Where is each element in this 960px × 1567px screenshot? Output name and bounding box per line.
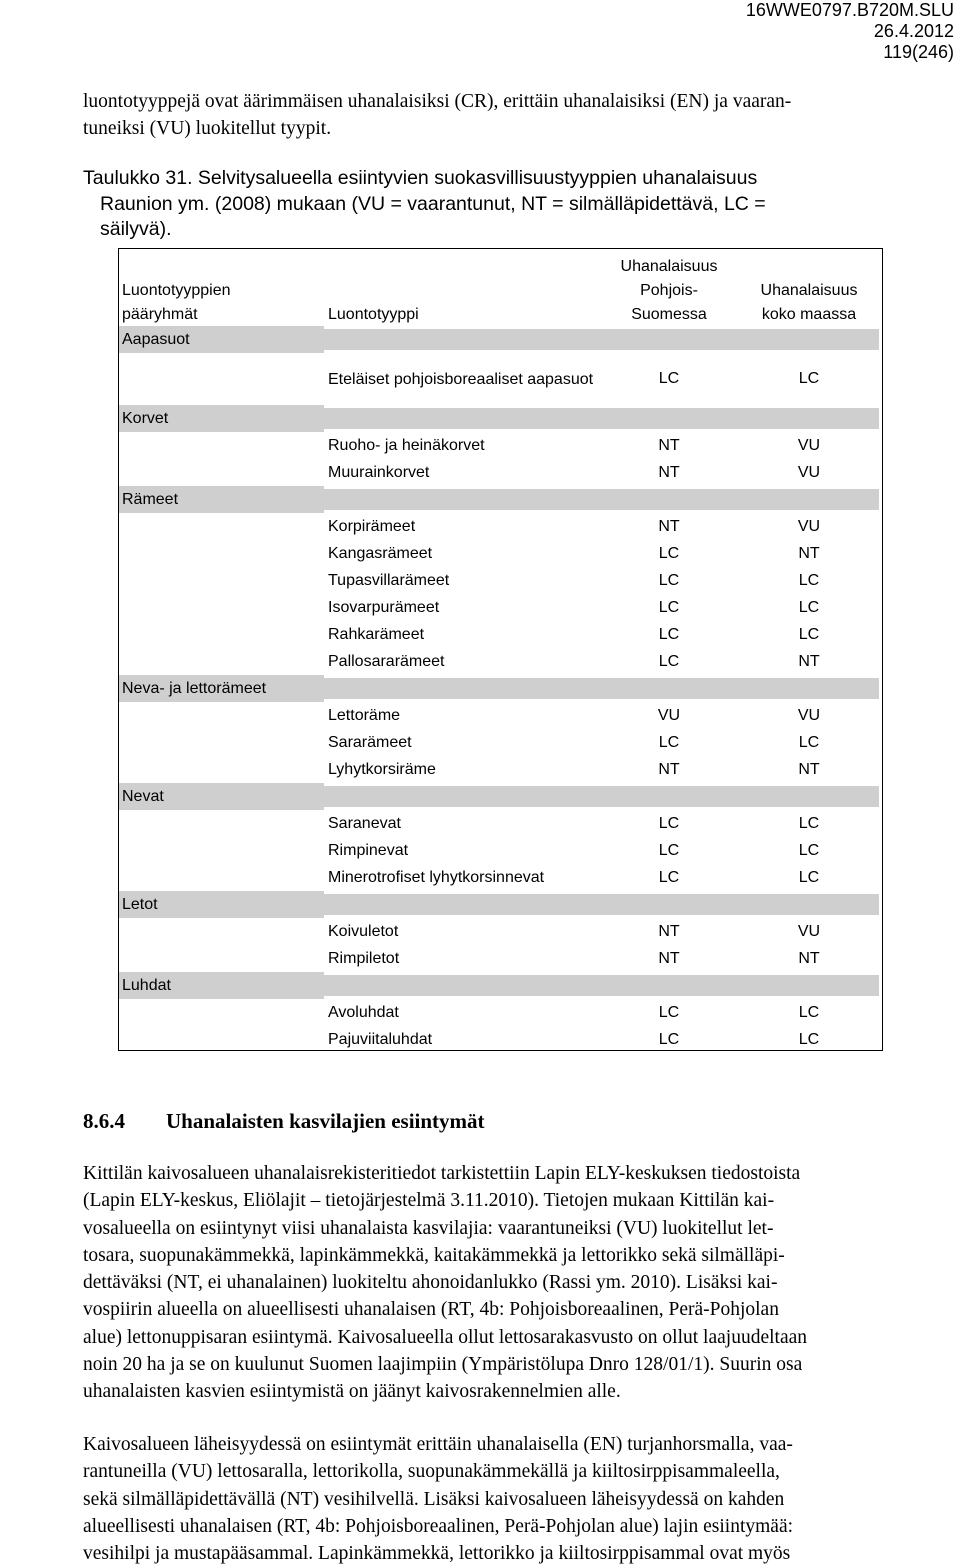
intro-paragraph [83,88,958,143]
habitat-type: Avoluhdat [328,1004,399,1021]
paragraph-line: alueellisesti uhanalaisen (RT, 4b: Pohjoisboreaalinen, Perä-Pohjolan alue) lajin esiintymää: [83,1515,794,1537]
threat-whole: VU [797,463,821,481]
habitat-type: Pallosararämeet [328,653,445,670]
habitat-type: Tupasvillarämeet [328,572,450,589]
threat-whole: LC [798,841,820,859]
paragraph-1 [83,1160,958,1406]
threat-whole: LC [798,1003,820,1021]
habitat-type: Rahkarämeet [328,626,425,643]
threat-north: NT [658,517,680,535]
paragraph-2 [83,1431,958,1567]
group-row [119,783,882,810]
threat-north: LC [658,814,680,832]
section-title: Uhanalaisten kasvilajien esiintymät [166,1109,485,1133]
threat-north: NT [658,760,680,778]
header-threat-north: Uhanalaisuus Pohjois- Suomessa [620,258,718,323]
paragraph-line: vesihilpi ja mustapääsammal. Lapinkämmekkä, lettorikko ja kiiltosirppisammal ovat myös [83,1543,791,1565]
section-heading [83,1107,485,1135]
threat-whole: VU [797,517,821,535]
threat-north: LC [658,544,680,562]
threat-whole: VU [797,436,821,454]
group-band [324,678,879,699]
table-row [119,810,882,837]
habitat-type: Eteläiset pohjoisboreaaliset aapasuot [328,370,594,388]
threat-north: LC [658,598,680,616]
group-name: Nevat [119,783,324,810]
threat-whole: NT [798,652,820,670]
table-row [119,648,882,675]
paragraph-line: tosara, suopunakämmekkä, lapinkämmekkä, kaitakämmekkä ja lettorikko sekä silmälläpi- [83,1244,785,1266]
table-row [119,459,882,486]
habitat-type: Rimpinevat [328,842,409,859]
group-band [324,786,879,807]
habitat-type: Korpirämeet [328,518,416,535]
threat-north: LC [658,625,680,643]
threat-whole: NT [798,760,820,778]
threat-north: NT [658,949,680,967]
habitat-type: Pajuviitaluhdat [328,1031,433,1048]
threat-north: LC [658,733,680,751]
threat-whole: LC [798,733,820,751]
document-id: 16WWE0797.B720M.SLU [745,0,954,20]
caption-line: Taulukko 31. Selvitysalueella esiintyvien suokasvillisuustyyppien uhanalaisuus [83,167,758,189]
paragraph-line: dettäväksi (NT, ei uhanalainen) luokiteltu ahonoidanlukko (Rassi ym. 2010). Lisäksi kai- [83,1272,778,1294]
threat-north: LC [658,1030,680,1048]
group-band [324,408,879,429]
table-row [119,837,882,864]
paragraph-line: Kaivosalueen läheisyydessä on esiintymät erittäin uhanalaisella (EN) turjanhorsmalla, vaa- [83,1434,793,1455]
paragraph-line: sekä silmälläpidettävällä (NT) vesihilvellä. Lisäksi kaivosalueen läheisyydessä on kahden [83,1488,785,1510]
group-row [119,972,882,999]
habitat-type: Sararämeet [328,734,412,751]
group-name: Aapasuot [119,326,324,353]
paragraph-line: rantuneilla (VU) lettosaralla, lettorikolla, suopunakämmekällä ja kiiltosirppisammaleella, [83,1461,780,1483]
table-row [119,1026,882,1053]
table-row [119,513,882,540]
threat-whole: LC [798,814,820,832]
caption-line: säilyvä). [100,218,172,241]
threat-whole: LC [798,1030,820,1048]
table-row [119,567,882,594]
paragraph-line: vosalueella on esiintynyt viisi uhanalaista kasvilajia: vaarantuneiksi (VU) luokitellut let- [83,1217,774,1239]
threat-north: LC [658,370,680,387]
table-row [119,999,882,1026]
group-band [324,329,879,350]
group-band [324,894,879,915]
habitat-type: Kangasrämeet [328,545,433,562]
group-name: Neva- ja lettorämeet [119,675,324,702]
threat-north: LC [658,571,680,589]
habitat-type: Ruoho- ja heinäkorvet [328,437,485,454]
table-row [119,864,882,891]
group-row [119,486,882,513]
table-row [119,432,882,459]
table-row [119,756,882,783]
header-main-groups: Luontotyyppien pääryhmät [122,282,231,323]
header-habitat-type: Luontotyyppi [328,306,419,323]
table-caption [83,166,938,243]
threat-whole: NT [798,544,820,562]
habitat-type: Lettoräme [328,707,401,724]
group-row [119,891,882,918]
threat-north: NT [658,463,680,481]
threat-whole: LC [798,868,820,886]
table-row [119,702,882,729]
threat-north: LC [658,652,680,670]
threat-north: NT [658,922,680,940]
table-row [119,918,882,945]
threat-whole: VU [797,922,821,940]
group-name: Luhdat [119,972,324,999]
threat-whole: LC [798,625,820,643]
table-row [119,594,882,621]
habitat-type: Isovarpurämeet [328,599,440,616]
group-row [119,405,882,432]
caption-line: Raunion ym. (2008) mukaan (VU = vaarantunut, NT = silmälläpidettävä, LC = [100,192,766,215]
habitat-threat-table [118,248,883,1051]
threat-north: LC [658,1003,680,1021]
paragraph-line: Kittilän kaivosalueen uhanalaisrekisteritiedot tarkistettiin Lapin ELY-keskuksen tiedostoista [83,1163,801,1184]
group-name: Letot [119,891,324,918]
threat-whole: NT [798,949,820,967]
intro-line: tuneiksi (VU) luokitellut tyypit. [83,118,332,140]
threat-north: LC [658,868,680,886]
threat-north: VU [657,706,681,724]
habitat-type: Minerotrofiset lyhytkorsinnevat [328,869,545,886]
threat-whole: LC [798,571,820,589]
paragraph-line: uhanalaisten kasvien esiintymistä on jäänyt kaivosrakennelmien alle. [83,1381,621,1403]
group-band [324,489,879,510]
threat-whole: VU [797,706,821,724]
intro-line: luontotyyppejä ovat äärimmäisen uhanalaisiksi (CR), erittäin uhanalaisiksi (EN) ja vaaran- [83,91,792,112]
paragraph-line: vospiirin alueella on alueellisesti uhanalaisen (RT, 4b: Pohjoisboreaalinen, Perä-Pohjolan [83,1299,779,1321]
paragraph-line: noin 20 ha ja se on kuulunut Suomen laajimpiin (Ympäristölupa Dnro 128/01/1). Suurin osa [83,1354,803,1376]
habitat-type: Lyhytkorsiräme [328,761,436,778]
group-name: Rämeet [119,486,324,513]
habitat-type: Koivuletot [328,923,399,940]
paragraph-line: alue) lettonuppisaran esiintymä. Kaivosalueella ollut lettosarakasvusto on ollut laajuudeltaan [83,1326,808,1348]
document-date: 26.4.2012 [873,21,954,41]
table-row [119,621,882,648]
threat-north: LC [658,841,680,859]
group-name: Korvet [119,405,324,432]
threat-whole: LC [798,370,820,387]
habitat-type: Rimpiletot [328,950,400,967]
habitat-type: Saranevat [328,815,401,832]
page-header [746,0,954,63]
threat-north: NT [658,436,680,454]
table-row [119,353,882,405]
group-row [119,326,882,353]
table-row [119,729,882,756]
paragraph-line: (Lapin ELY-keskus, Eliölajit – tietojärjestelmä 3.11.2010). Tietojen mukaan Kittilän kai- [83,1190,775,1212]
threat-whole: LC [798,598,820,616]
group-row [119,675,882,702]
section-number: 8.6.4 [83,1109,125,1133]
table-row [119,540,882,567]
habitat-type: Muurainkorvet [328,464,430,481]
page-number: 119(246) [883,42,954,62]
header-threat-whole: Uhanalaisuus koko maassa [760,282,858,323]
group-band [324,975,879,996]
table-row [119,945,882,972]
